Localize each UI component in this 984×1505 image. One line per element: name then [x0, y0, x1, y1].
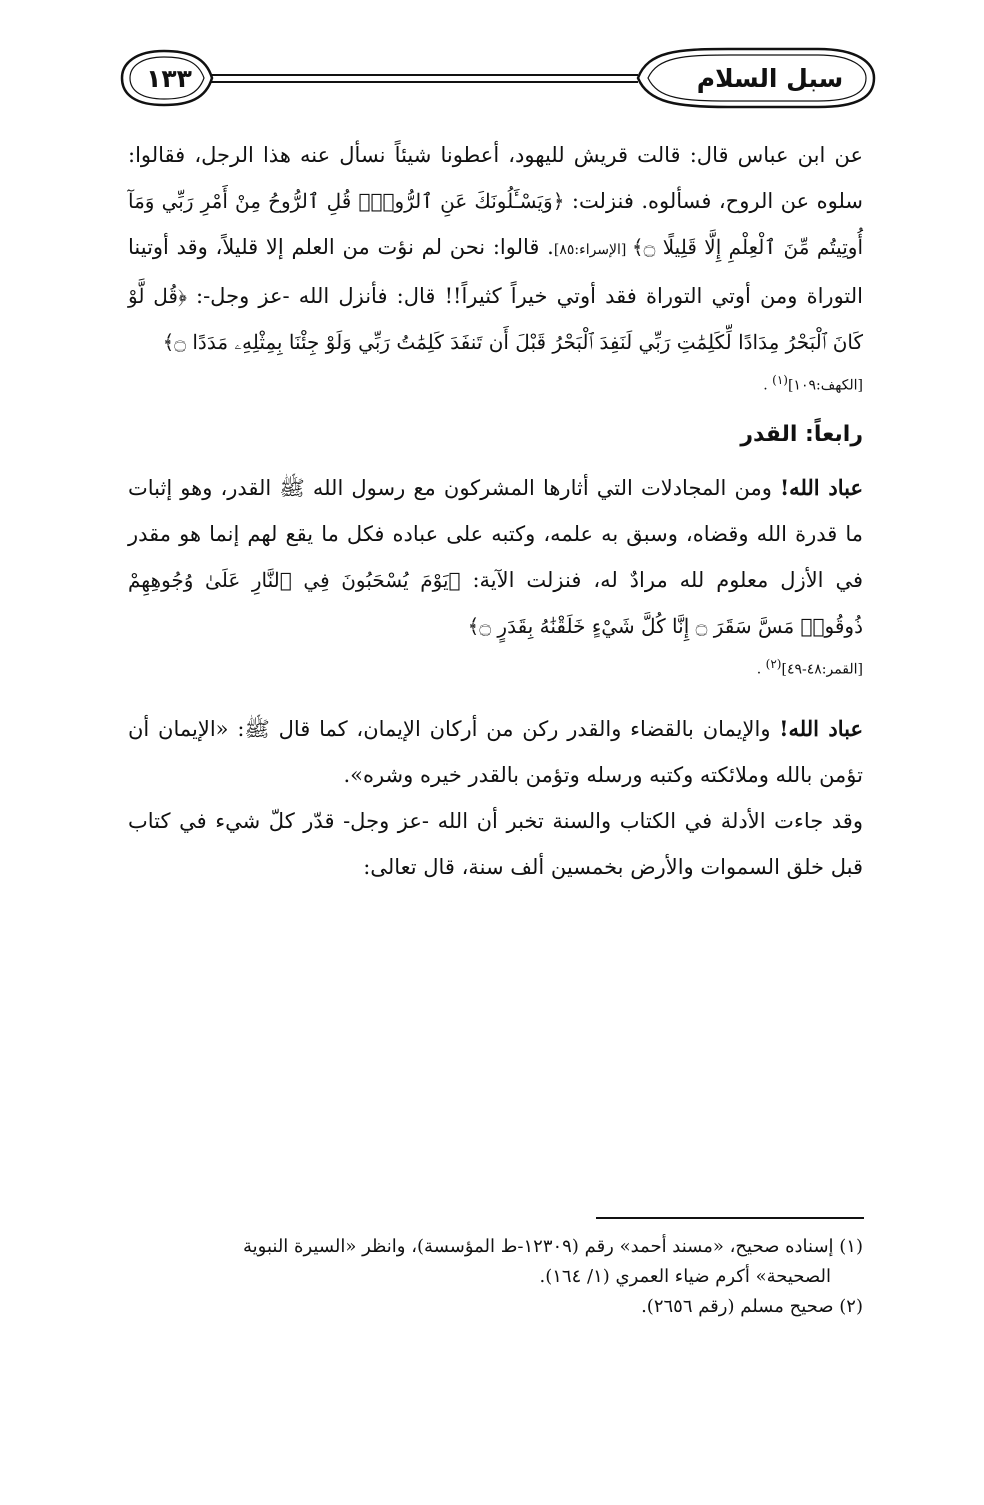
quran-verse-kahf: ﴿قُل لَّوْ كَانَ ٱلْبَحْرُ مِدَادًا لِّكَلِمَٰتِ رَبِّي لَنَفِدَ ٱلْبَحْرُ قَبْلَ أَن تَنفَدَ كَلِمَٰتُ رَبِّي وَلَوْ جِئْنَا بِمِثْلِهِۦ مَدَدًا ۝﴾ — [128, 284, 863, 354]
main-text — [128, 132, 863, 890]
quran-verse-isra: ﴿وَيَسْـَٔلُونَكَ عَنِ ٱلرُّوحِۖ قُلِ ٱلرُّوحُ مِنْ أَمْرِ رَبِّي وَمَآ أُوتِيتُم مِّنَ ٱلْعِلْمِ إِلَّا قَلِيلًا ۝﴾ — [128, 189, 863, 259]
page-number: ١٣٣ — [146, 63, 192, 93]
surah-reference-kahf: [الكهف:١٠٩] — [787, 377, 863, 394]
footnote-separator — [596, 1217, 864, 1219]
paragraph-2-end: . — [756, 661, 762, 678]
paragraph-1-continued: . قالوا: نحن لم نؤت من العلم إلا قليلاً، وقد أوتينا التوراة ومن أوتي التوراة فقد أوتي خيراً كثيراً!! قال: فأنزل الله -عز وجل-: — [128, 235, 863, 308]
paragraph-4 — [128, 798, 863, 890]
paragraph-3-text: والإيمان بالقضاء والقدر ركن من أركان الإيمان، كما قال ﷺ: «الإيمان أن تؤمن بالله وملائكته وكتبه ورسله وتؤمن بالقدر خيره وشره». — [128, 717, 863, 788]
footnote-1-line-1: (١) إسناده صحيح، «مسند أحمد» رقم (١٢٣٠٩-ط المؤسسة)، وانظر «السيرة النبوية — [243, 1236, 863, 1257]
footnote-marker-1: (١) — [772, 373, 788, 387]
paragraph-2-lead: عباد الله! — [779, 474, 863, 500]
footnote-1-line-2: الصحيحة» أكرم ضياء العمري (١/ ١٦٤). — [539, 1266, 831, 1287]
surah-reference-isra: [الإسراء:٨٥] — [553, 242, 632, 258]
footnotes — [128, 1232, 863, 1322]
paragraph-4-text: وقد جاءت الأدلة في الكتاب والسنة تخبر أن الله -عز وجل- قدّر كلّ شيء في كتاب قبل خلق السموات والأرض بخمسين ألف سنة، قال تعالى: — [128, 809, 863, 880]
section-heading: رابعاً: القدر — [740, 421, 863, 447]
surah-reference-qamar: [القمر:٤٨-٤٩] — [781, 661, 863, 678]
footnote-marker-2: (٢) — [765, 656, 782, 671]
paragraph-3-lead: عباد الله! — [779, 716, 864, 742]
book-title: سبل السلام — [696, 63, 844, 93]
paragraph-1-end: . — [763, 377, 768, 394]
paragraph-1-text: عن ابن عباس قال: قالت قريش لليهود، أعطونا شيئاً نسأل عنه هذا الرجل، فقالوا: سلوه عن الروح، فسألوه. فنزلت: — [128, 143, 863, 213]
paragraph-3 — [128, 706, 863, 798]
paragraph-2-text: ومن المجادلات التي أثارها المشركون مع رسول الله ﷺ القدر، وهو إثبات ما قدرة الله وقضاه، وسبق به علمه، وكتبه على عباده فكل ما يقع لهم إنما هو مقدر في الأزل معلوم لله مرادٌ له، فنزلت الآية: — [128, 475, 864, 592]
quran-verse-qamar: ﴿يَوْمَ يُسْحَبُونَ فِي ٱلنَّارِ عَلَىٰ وُجُوهِهِمْ ذُوقُوا۟ مَسَّ سَقَرَ ۝ إِنَّا كُلَّ شَيْءٍ خَلَقْنَٰهُ بِقَدَرٍ ۝﴾ — [128, 567, 863, 638]
paragraph-gap — [128, 684, 863, 706]
footnote-2: (٢) صحيح مسلم (رقم ٢٦٥٦). — [641, 1296, 863, 1317]
paragraph-2 — [128, 465, 863, 685]
page-header — [118, 45, 878, 115]
paragraph-1 — [128, 132, 863, 401]
